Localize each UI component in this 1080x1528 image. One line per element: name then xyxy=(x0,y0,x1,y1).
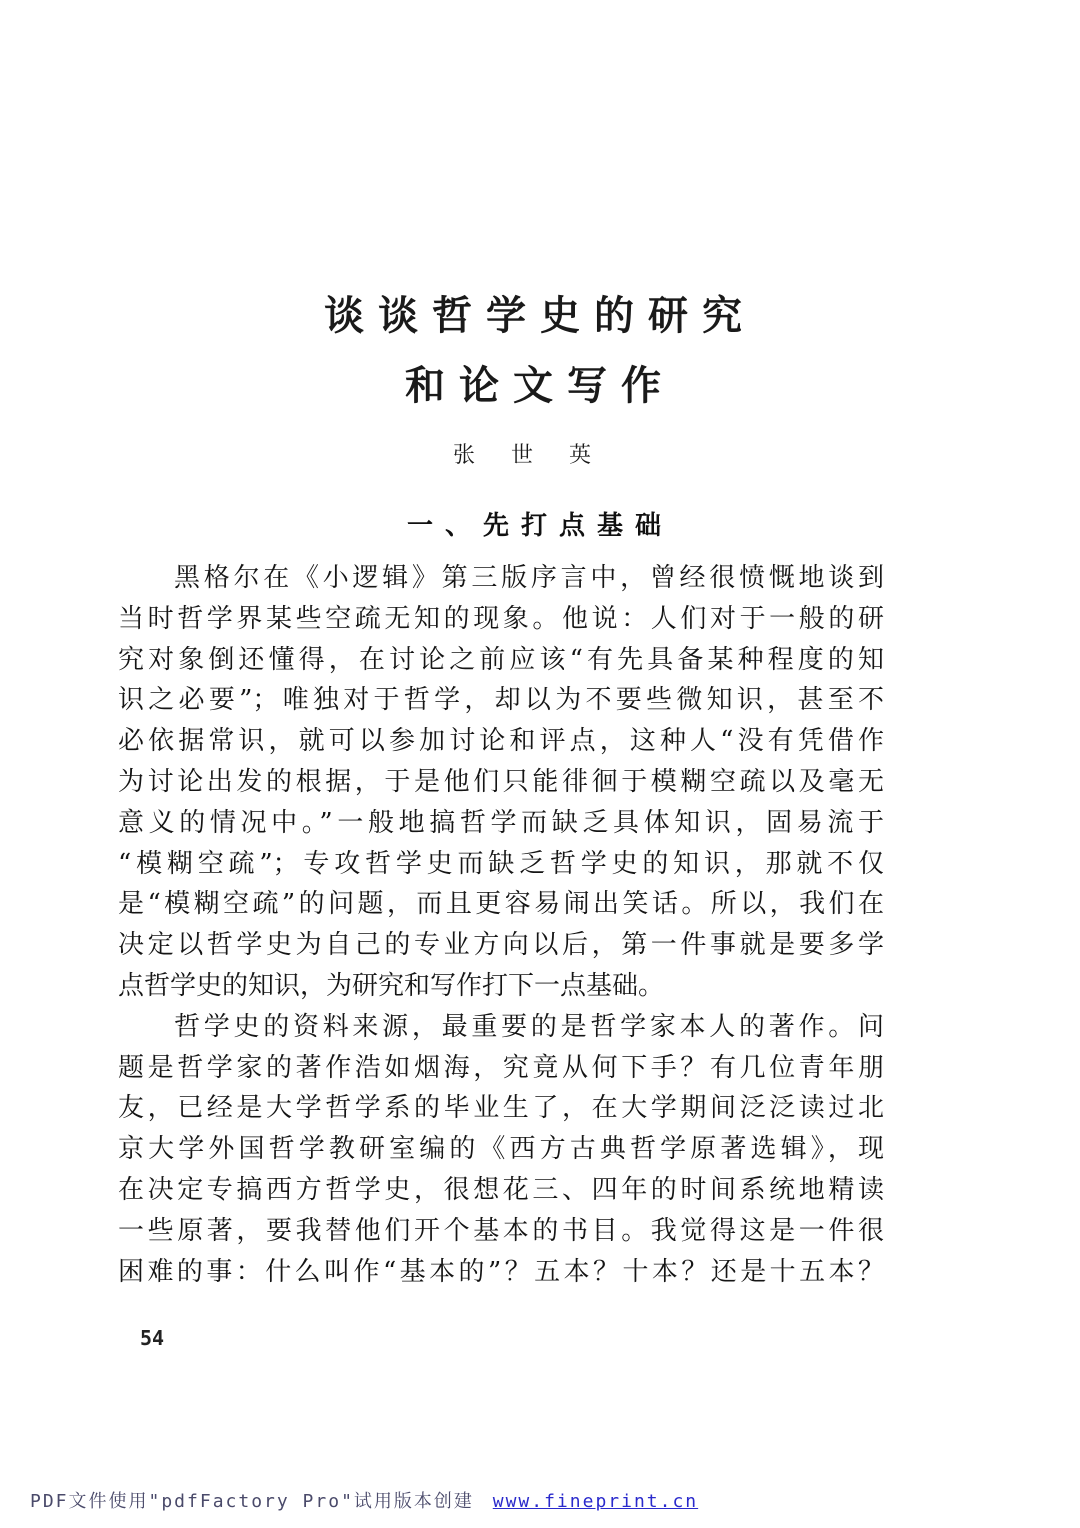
text-line: 究对象倒还懂得，在讨论之前应该“有先具备某种程度的知 xyxy=(118,644,884,675)
text-line: 是“模糊空疏”的问题，而且更容易闹出笑话。所以，我们在 xyxy=(118,889,884,920)
text-line: 在决定专搞西方哲学史，很想花三、四年的时间系统地精读 xyxy=(118,1174,884,1205)
text-line: 决定以哲学史为自己的专业方向以后，第一件事就是要多学 xyxy=(118,930,884,961)
title-line-2: 和论文写作 xyxy=(405,362,675,409)
watermark-text: PDF文件使用"pdfFactory Pro"试用版本创建 xyxy=(30,1491,474,1512)
text-line: 京大学外国哲学教研室编的《西方古典哲学原著选辑》，现 xyxy=(118,1134,884,1165)
text-line: 当时哲学界某些空疏无知的现象。他说：人们对于一般的研 xyxy=(118,603,884,634)
text-line: 哲学史的资料来源，最重要的是哲学家本人的著作。问 xyxy=(174,1011,884,1042)
text-line: 为讨论出发的根据，于是他们只能徘徊于模糊空疏以及毫无 xyxy=(118,766,884,797)
text-line: 点哲学史的知识，为研究和写作打下一点基础。 xyxy=(118,970,665,1001)
title-line-1: 谈谈哲学史的研究 xyxy=(324,292,756,339)
body-text xyxy=(118,558,884,1292)
text-line: 黑格尔在《小逻辑》第三版序言中，曾经很愤慨地谈到 xyxy=(174,563,884,593)
text-line: 识之必要”；唯独对于哲学，却以为不要些微知识，甚至不 xyxy=(118,685,884,716)
text-line: 一些原著，要我替他们开个基本的书目。我觉得这是一件很 xyxy=(118,1215,884,1246)
watermark-link[interactable]: www.fineprint.cn xyxy=(492,1491,699,1512)
page-number: 54 xyxy=(140,1326,165,1350)
section-heading: 一、先打点基础 xyxy=(406,511,673,541)
text-line: 困难的事：什么叫作“基本的”？五本？十本？还是十五本？ xyxy=(118,1256,884,1287)
pdf-watermark xyxy=(30,1487,698,1513)
text-line: 意义的情况中。”一般地搞哲学而缺乏具体知识，固易流于 xyxy=(118,807,884,838)
text-line: 题是哲学家的著作浩如烟海，究竟从何下手？有几位青年朋 xyxy=(118,1052,884,1083)
text-line: 必依据常识，就可以参加讨论和评点，这种人“没有凭借作 xyxy=(118,726,884,757)
author-name: 张世英 xyxy=(452,443,627,468)
text-line: “模糊空疏”；专攻哲学史而缺乏哲学史的知识，那就不仅 xyxy=(118,848,884,879)
text-line: 友，已经是大学哲学系的毕业生了，在大学期间泛泛读过北 xyxy=(118,1093,884,1124)
